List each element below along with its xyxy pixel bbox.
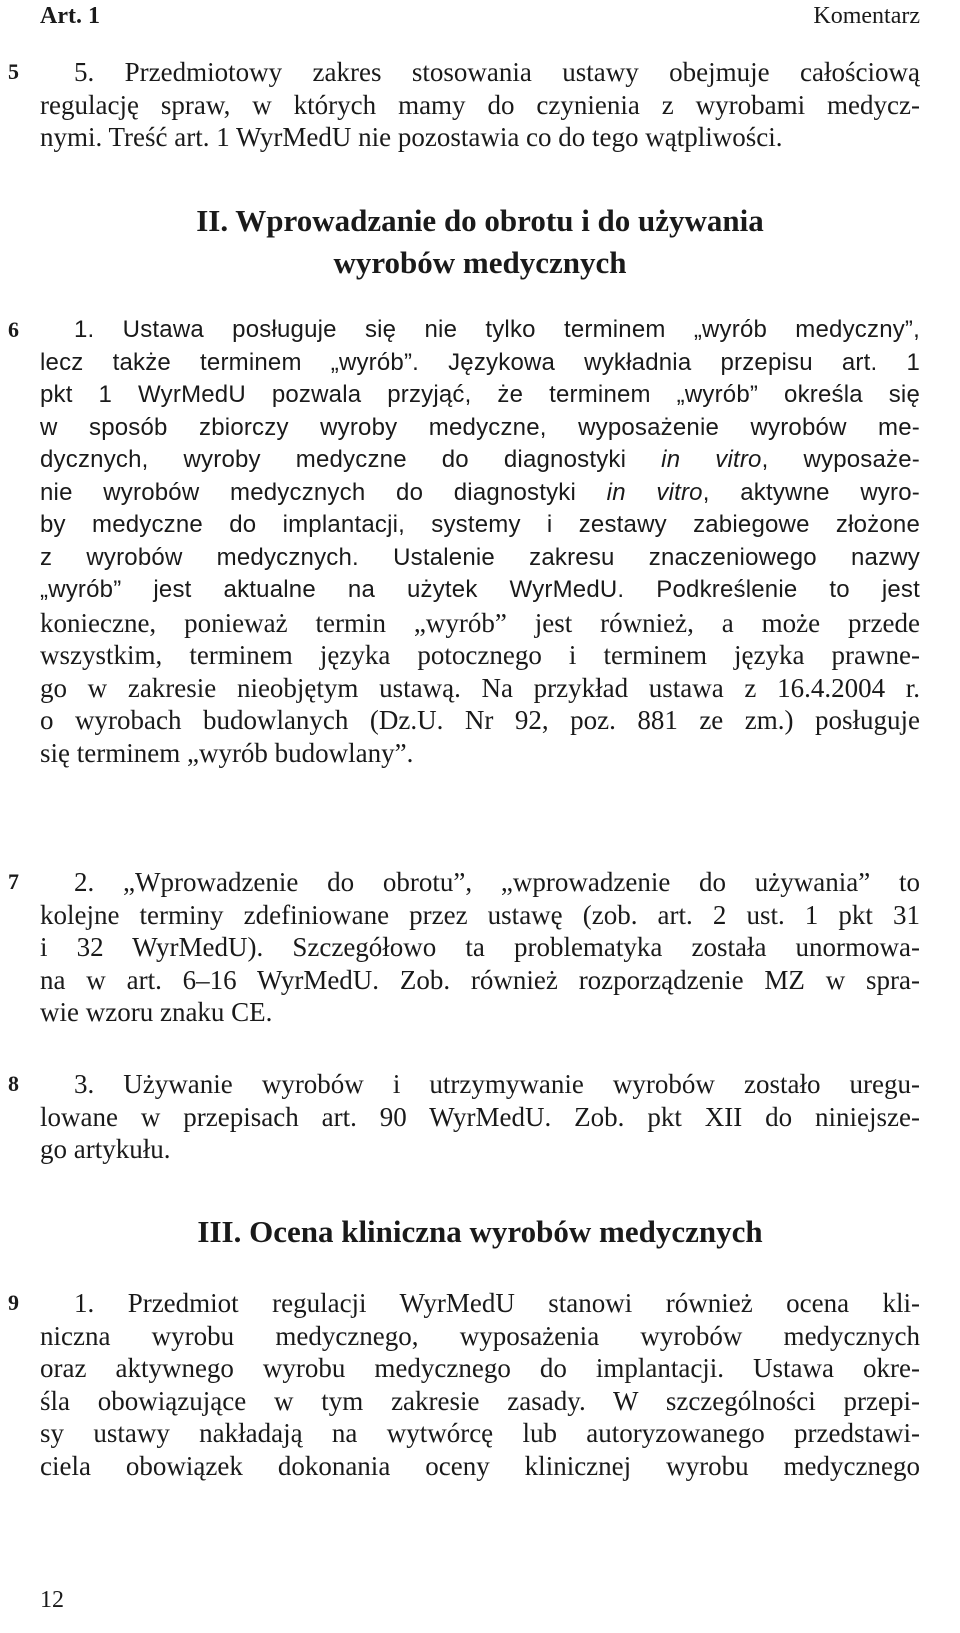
paragraph-line: go artykułu. [40,1134,171,1164]
marginal-number-9: 9 [8,1290,19,1315]
paragraph-6 [40,314,920,769]
paragraph-line: nymi. Treść art. 1 WyrMedU nie pozostawia co do tego wątpliwości. [40,122,783,152]
section-heading-iii [40,1211,920,1253]
italic-term: in vitro [606,478,703,506]
paragraph-5 [40,56,920,154]
paragraph-line: 1. Ustawa posługuje się nie tylko terminem „wyrób medyczny”, [74,316,920,343]
heading-line: II. Wprowadzanie do obrotu i do używania [196,203,764,238]
marginal-number-5: 5 [8,59,19,84]
paragraph-line: śla obowiązujące w tym zakresie zasady. W szczególności przepi- [40,1385,920,1416]
paragraph-line: lowane w przepisach art. 90 WyrMedU. Zob. pkt XII do niniejsze- [40,1101,920,1132]
page-number: 12 [40,1587,64,1613]
text-run: nie wyrobów medycznych do diagnostyki [40,478,607,506]
paragraph-line: kolejne terminy zdefiniowane przez ustawę (zob. art. 2 ust. 1 pkt 31 [40,899,920,930]
text-run: , wyposaże- [761,446,920,473]
heading-line: III. Ocena kliniczna wyrobów medycznych [197,1214,763,1249]
text-run: , aktywne wyro- [702,478,920,506]
paragraph-line: wie wzoru znaku CE. [40,997,273,1027]
paragraph-line: wszystkim, terminem języka potocznego i terminem języka prawne- [40,640,920,670]
paragraph-line: z wyrobów medycznych. Ustalenie zakresu znaczeniowego nazwy [40,543,920,571]
marginal-number-6: 6 [8,317,19,342]
paragraph-line [40,477,920,510]
paragraph-line: go w zakresie nieobjętym ustawą. Na przykład ustawa z 16.4.2004 r. [40,672,920,703]
paragraph-line: w sposób zbiorczy wyroby medyczne, wyposażenie wyrobów me- [40,413,920,441]
paragraph-line: ciela obowiązek dokonania oceny klinicznej wyrobu medycznego [40,1450,920,1481]
running-header-article: Art. 1 [40,3,100,29]
paragraph-line: lecz także terminem „wyrób”. Językowa wykładnia przepisu art. 1 [40,348,920,376]
paragraph-line: regulację spraw, w których mamy do czynienia z wyrobami medycz- [40,89,920,120]
paragraph-9 [40,1287,920,1482]
paragraph-line: niczna wyrobu medycznego, wyposażenia wyrobów medycznych [40,1320,920,1351]
paragraph-line: się terminem „wyrób budowlany”. [40,737,414,768]
paragraph-line: by medyczne do implantacji, systemy i zestawy zabiegowe złożone [40,511,920,538]
italic-term: in vitro [661,446,762,473]
paragraph-line: 3. Używanie wyrobów i utrzymywanie wyrobów zostało uregu- [74,1069,920,1099]
running-header-section: Komentarz [813,3,920,29]
marginal-number-7: 7 [8,869,19,894]
marginal-number-8: 8 [8,1071,19,1096]
paragraph-line [40,444,920,477]
paragraph-line: „wyrób” jest aktualne na użytek WyrMedU. Podkreślenie to jest [40,576,920,603]
text-run: dycznych, wyroby medyczne do diagnostyki [40,446,662,473]
section-heading-ii [40,200,920,284]
paragraph-line: 5. Przedmiotowy zakres stosowania ustawy obejmuje całościową [74,57,920,87]
paragraph-line: na w art. 6–16 WyrMedU. Zob. również rozporządzenie MZ w spra- [40,964,920,995]
paragraph-line: o wyrobach budowlanych (Dz.U. Nr 92, poz. 881 ze zm.) posługuje [40,705,920,735]
paragraph-line: pkt 1 WyrMedU pozwala przyjąć, że terminem „wyrób” określa się [40,381,920,408]
paragraph-line: i 32 WyrMedU). Szczegółowo ta problematyka została unormowa- [40,932,920,962]
heading-line: wyrobów medycznych [333,245,627,280]
paragraph-line: sy ustawy nakładają na wytwórcę lub autoryzowanego przedstawi- [40,1418,920,1448]
paragraph-8 [40,1068,920,1166]
paragraph-line: oraz aktywnego wyrobu medycznego do implantacji. Ustawa okre- [40,1353,920,1383]
paragraph-line: konieczne, ponieważ termin „wyrób” jest również, a może przede [40,607,920,638]
paragraph-7 [40,866,920,1029]
paragraph-line: 1. Przedmiot regulacji WyrMedU stanowi również ocena kli- [74,1288,920,1318]
paragraph-line: 2. „Wprowadzenie do obrotu”, „wprowadzenie do używania” to [74,867,920,897]
